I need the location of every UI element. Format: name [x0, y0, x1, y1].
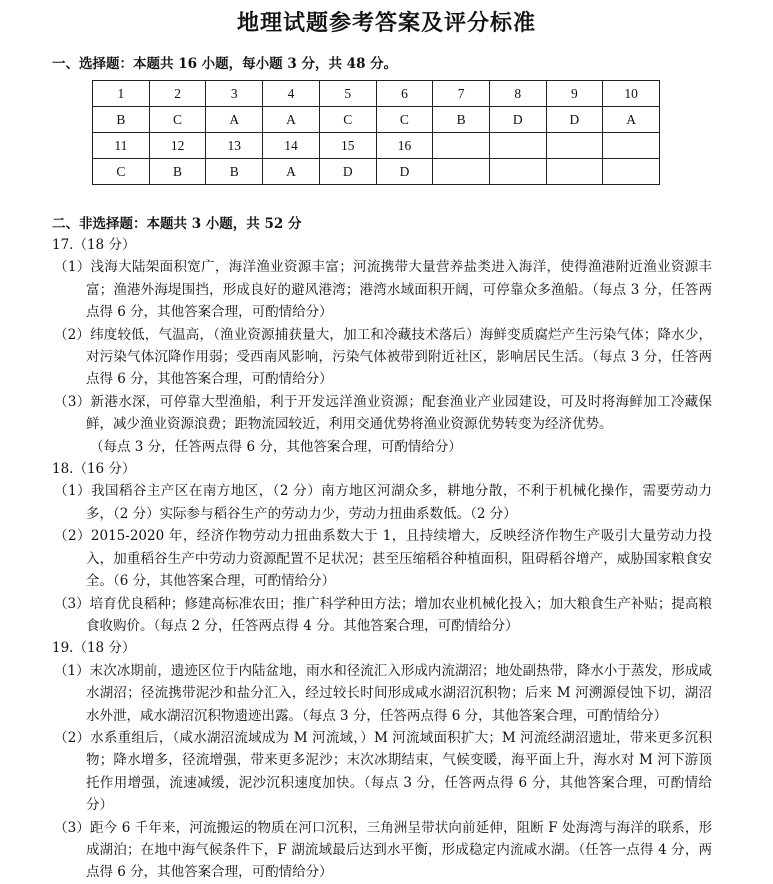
table-cell: [546, 133, 603, 159]
table-cell: D: [489, 107, 546, 133]
table-cell: C: [319, 107, 376, 133]
table-cell: 4: [263, 81, 320, 107]
table-cell: 9: [546, 81, 603, 107]
q18-answer-1: （1）我国稻谷主产区在南方地区，（2 分）南方地区河湖众多，耕地分散，不利于机械化操作，需要劳动力多，（2 分）实际参与稻谷生产的劳动力少，劳动力扭曲系数低。（2 分）: [54, 483, 712, 522]
q18-heading: 18.（16 分）: [52, 461, 136, 478]
section1-heading: 一、选择题：本题共 16 小题，每小题 3 分，共 48 分。: [52, 56, 398, 72]
q17-answer-3: （3）新港水深，可停靠大型渔船，利于开发远洋渔业资源；配套渔业产业园建设，可及时将海鲜加工冷藏保鲜，减少渔业资源浪费；距物流园较近，利用交通优势将渔业资源优势转变为经济优势。: [54, 393, 712, 433]
page-title: 地理试题参考答案及评分标准: [236, 10, 536, 36]
table-cell: 7: [433, 81, 490, 107]
table-cell: D: [319, 159, 376, 185]
table-cell: 13: [206, 133, 263, 159]
table-cell: B: [93, 107, 150, 133]
table-cell: [489, 133, 546, 159]
table-cell: C: [93, 159, 150, 185]
table-row: [93, 133, 660, 159]
table-cell: A: [263, 159, 320, 185]
table-cell: 12: [149, 133, 206, 159]
table-cell: D: [546, 107, 603, 133]
q19-answer-2: （2）水系重组后，（咸水湖沼流域成为 M 河流域，）M 河流域面积扩大；M 河流经湖沼遗址，带来更多沉积物；降水增多，径流增强，带来更多泥沙；末次冰期结束，气候变暖，海平面上升，海水对 M 河下游顶托作用增强，流速减缓，泥沙沉积速度加快。（每点 3 分，任答两点得 6 分，其他答案合理，可酌情给分）: [54, 729, 712, 814]
answers-body: [52, 234, 712, 884]
q17-answer-2: （2）纬度较低，气温高，（渔业资源捕获量大，加工和冷藏技术落后）海鲜变质腐烂产生污染气体；降水少，对污染气体沉降作用弱；受西南风影响，污染气体被带到附近社区，影响居民生活。（每点 3 分，任答两点得 6 分，其他答案合理，可酌情给分）: [54, 326, 712, 388]
table-cell: C: [376, 107, 433, 133]
table-cell: C: [149, 107, 206, 133]
table-cell: [433, 133, 490, 159]
table-cell: 16: [376, 133, 433, 159]
table-row: [93, 107, 660, 133]
table-cell: A: [603, 107, 660, 133]
table-cell: D: [376, 159, 433, 185]
q18-answer-3: （3）培育优良稻种；修建高标准农田；推广科学种田方法；增加农业机械化投入；加大粮食生产补贴；提高粮食收购价。（每点 2 分，任答两点得 4 分。其他答案合理，可酌情给分）: [54, 595, 712, 634]
q17-answer-1: （1）浅海大陆架面积宽广，海洋渔业资源丰富；河流携带大量营养盐类进入海洋，使得渔港附近渔业资源丰富；渔港外海堤围挡，形成良好的避风港湾；港湾水域面积开阔，可停靠众多渔船。（每点 3 分，任答两点得 6 分，其他答案合理，可酌情给分）: [54, 259, 712, 321]
table-cell: 1: [93, 81, 150, 107]
table-cell: 2: [149, 81, 206, 107]
table-row: [93, 81, 660, 107]
table-cell: A: [263, 107, 320, 133]
table-cell: 15: [319, 133, 376, 159]
table-row: [93, 159, 660, 185]
table-cell: [433, 159, 490, 185]
table-cell: 5: [319, 81, 376, 107]
table-cell: [546, 159, 603, 185]
table-cell: 14: [263, 133, 320, 159]
answer-table: [92, 80, 660, 185]
table-cell: 6: [376, 81, 433, 107]
table-cell: 8: [489, 81, 546, 107]
table-cell: B: [206, 159, 263, 185]
q18-answer-2: （2）2015-2020 年，经济作物劳动力扭曲系数大于 1，且持续增大，反映经济作物生产吸引大量劳动力投入，加重稻谷生产中劳动力资源配置不足状况；甚至压缩稻谷种植面积，阻碍稻谷增产，威胁国家粮食安全。（6 分，其他答案合理，可酌情给分）: [54, 528, 712, 590]
q17-answer-3-note: （每点 3 分，任答两点得 6 分，其他答案合理，可酌情给分）: [90, 438, 462, 455]
q17-heading: 17.（18 分）: [52, 237, 136, 253]
table-cell: 11: [93, 133, 150, 159]
q19-answer-1: （1）末次冰期前，遗迹区位于内陆盆地，雨水和径流汇入形成内流湖沼；地处副热带，降水小于蒸发，形成咸水湖沼；径流携带泥沙和盐分汇入，经过较长时间形成咸水湖沼沉积物；后来 M 河溯源侵蚀下切，湖沼水外泄，咸水湖沼沉积物遗迹出露。（每点 3 分，任答两点得 6 分，其他答案合理，可酌情给分）: [54, 662, 712, 724]
table-cell: [603, 159, 660, 185]
table-cell: B: [149, 159, 206, 185]
q19-heading: 19.（18 分）: [52, 640, 136, 657]
table-cell: [489, 159, 546, 185]
table-cell: 3: [206, 81, 263, 107]
q19-answer-3: （3）距今 6 千年来，河流搬运的物质在河口沉积，三角洲呈带状向前延伸，阻断 F 处海湾与海洋的联系，形成湖泊；在地中海气候条件下，F 湖流域最后达到水平衡，形成稳定内流咸水湖。（任答一点得 4 分，两点得 6 分，其他答案合理，可酌情给分）: [54, 819, 712, 881]
table-cell: 10: [603, 81, 660, 107]
section2-heading: 二、非选择题：本题共 3 小题，共 52 分: [52, 216, 302, 232]
table-cell: A: [206, 107, 263, 133]
table-cell: [603, 133, 660, 159]
table-cell: B: [433, 107, 490, 133]
